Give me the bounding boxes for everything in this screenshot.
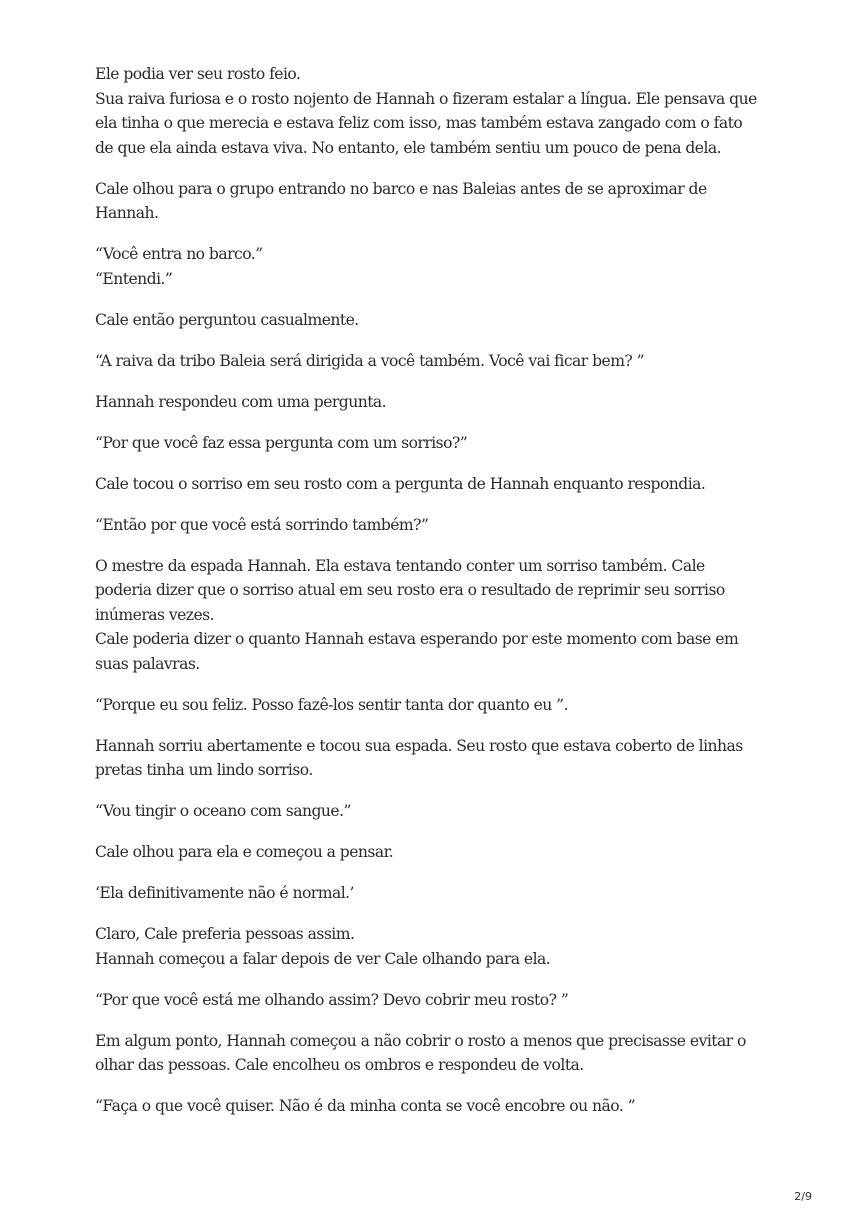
text-line: ela tinha o que merecia e estava feliz com isso, mas também estava zangado com o fato bbox=[95, 114, 743, 132]
text-line: poderia dizer que o sorriso atual em seu rosto era o resultado de reprimir seu sorriso bbox=[95, 581, 725, 599]
text-line: “Você entra no barco.” bbox=[95, 245, 263, 263]
paragraph-11 bbox=[95, 693, 795, 718]
paragraph-12 bbox=[95, 734, 795, 783]
paragraph-6 bbox=[95, 390, 795, 415]
paragraph-18 bbox=[95, 1029, 795, 1078]
paragraph-1 bbox=[95, 62, 795, 160]
text-line: O mestre da espada Hannah. Ela estava tentando conter um sorriso também. Cale bbox=[95, 556, 705, 575]
text-line: Cale tocou o sorriso em seu rosto com a pergunta de Hannah enquanto respondia. bbox=[95, 474, 706, 493]
paragraph-17 bbox=[95, 988, 795, 1013]
text-line: Cale poderia dizer o quanto Hannah estava esperando por este momento com base em bbox=[95, 630, 739, 648]
text-line: Cale então perguntou casualmente. bbox=[95, 310, 359, 329]
paragraph-8 bbox=[95, 472, 795, 497]
text-line: Sua raiva furiosa e o rosto nojento de Hannah o fizeram estalar a língua. Ele pensava que bbox=[95, 89, 757, 108]
text-line: Claro, Cale preferia pessoas assim. bbox=[95, 925, 355, 943]
text-line: olhar das pessoas. Cale encolheu os ombros e respondeu de volta. bbox=[95, 1056, 584, 1074]
text-line: “Entendi.” bbox=[95, 269, 173, 288]
paragraph-3 bbox=[95, 242, 795, 291]
text-line: “Por que você está me olhando assim? Devo cobrir meu rosto? ” bbox=[95, 990, 569, 1009]
text-line: Hannah. bbox=[95, 204, 159, 222]
text-line: inúmeras vezes. bbox=[95, 605, 214, 624]
paragraph-9 bbox=[95, 513, 795, 538]
paragraph-14 bbox=[95, 840, 795, 865]
paragraph-19 bbox=[95, 1094, 795, 1119]
paragraph-10 bbox=[95, 554, 795, 677]
paragraph-2 bbox=[95, 177, 795, 226]
text-line: Hannah respondeu com uma pergunta. bbox=[95, 392, 387, 411]
text-line: “A raiva da tribo Baleia será dirigida a você também. Você vai ficar bem? ” bbox=[95, 351, 645, 370]
paragraph-16 bbox=[95, 922, 795, 971]
text-line: “Por que você faz essa pergunta com um sorriso?” bbox=[95, 433, 468, 452]
paragraph-15 bbox=[95, 881, 795, 906]
text-line: de que ela ainda estava viva. No entanto, ele também sentiu um pouco de pena dela. bbox=[95, 138, 722, 157]
paragraph-13 bbox=[95, 799, 795, 824]
page-number: 2/9 bbox=[794, 1190, 812, 1203]
text-line: Em algum ponto, Hannah começou a não cobrir o rosto a menos que precisasse evitar o bbox=[95, 1031, 746, 1050]
text-line: Cale olhou para ela e começou a pensar. bbox=[95, 843, 394, 861]
paragraph-5 bbox=[95, 349, 795, 374]
text-line: “Porque eu sou feliz. Posso fazê-los sentir tanta dor quanto eu ”. bbox=[95, 695, 569, 714]
text-line: Hannah sorriu abertamente e tocou sua espada. Seu rosto que estava coberto de linhas bbox=[95, 736, 743, 755]
text-line: “Faça o que você quiser. Não é da minha conta se você encobre ou não. ” bbox=[95, 1097, 636, 1115]
text-line: pretas tinha um lindo sorriso. bbox=[95, 761, 313, 779]
text-line: Ele podia ver seu rosto feio. bbox=[95, 65, 301, 83]
text-line: “Então por que você está sorrindo também?” bbox=[95, 515, 429, 534]
text-line: Hannah começou a falar depois de ver Cale olhando para ela. bbox=[95, 949, 551, 968]
text-line: Cale olhou para o grupo entrando no barco e nas Baleias antes de se aproximar de bbox=[95, 179, 707, 198]
text-line: ‘Ela definitivamente não é normal.’ bbox=[95, 884, 354, 902]
document-body bbox=[95, 62, 795, 1135]
paragraph-4 bbox=[95, 308, 795, 333]
paragraph-7 bbox=[95, 431, 795, 456]
text-line: “Vou tingir o oceano com sangue.” bbox=[95, 802, 351, 820]
text-line: suas palavras. bbox=[95, 654, 200, 673]
